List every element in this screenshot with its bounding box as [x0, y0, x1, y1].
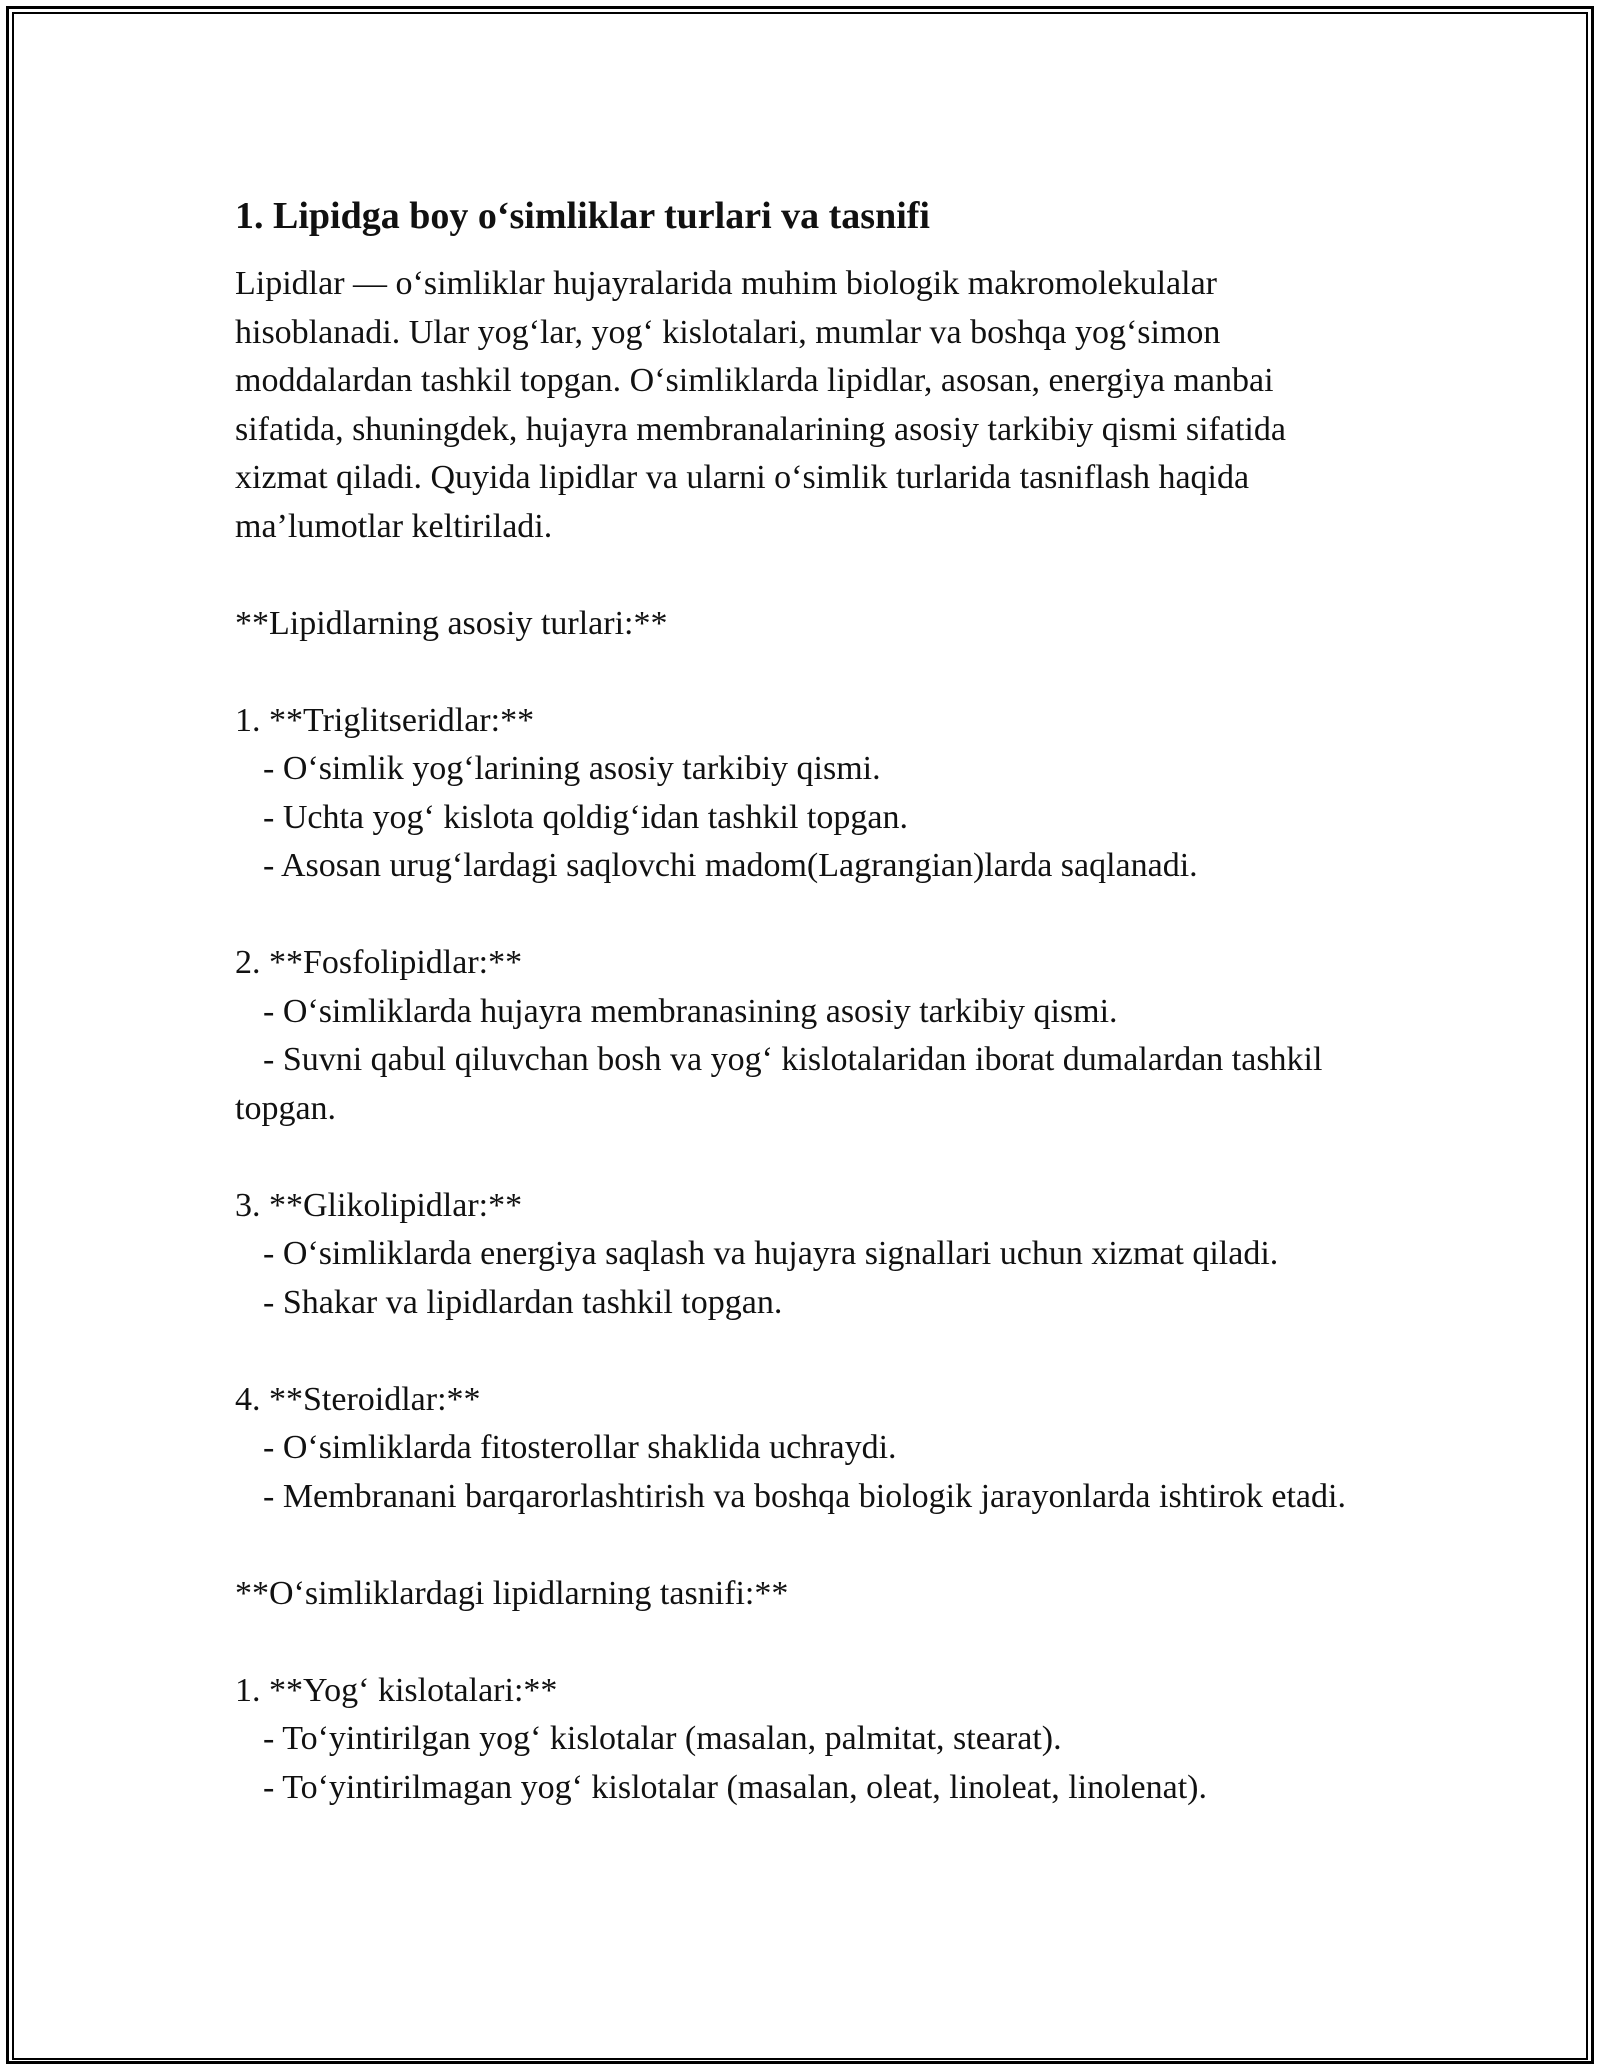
list-point: - Membranani barqarorlashtirish va boshqa biologik jarayonlarda ishtirok etadi. [263, 1477, 1346, 1515]
list-point: - O‘simliklarda hujayra membranasining asosiy tarkibiy qismi. [263, 992, 1118, 1030]
list-item-label: 2. **Fosfolipidlar:** [235, 944, 523, 981]
spacer [235, 551, 1385, 600]
intro-paragraph: Lipidlar — o‘simliklar hujayralarida muhim biologik makromolekulalar hisoblanadi. Ular yog‘lar, yog‘ kislotalari, mumlar va boshqa yog‘simon moddalardan tashkil topgan. O‘simliklarda lipidlar, asosan, energiya manbai sifatida, shuningdek, hujayra membranalarining asosiy tarkibiy qismi sifatida xizmat qiladi. Quyida lipidlar va ularni o‘simlik turlarida tasniflash haqida ma’lumotlar keltiriladi. [235, 265, 1295, 545]
list-point: - Asosan urug‘lardagi saqlovchi madom(Lagrangian)larda saqlanadi. [263, 847, 1198, 884]
spacer [235, 1618, 1385, 1667]
spacer [235, 1133, 1385, 1182]
list-point: - Uchta yog‘ kislota qoldig‘idan tashkil topgan. [263, 798, 908, 836]
section-heading-classification: **O‘simliklardagi lipidlarning tasnifi:** [235, 1574, 789, 1612]
section-heading-types: **Lipidlarning asosiy turlari:** [235, 604, 668, 642]
list-item-label: 4. **Steroidlar:** [235, 1380, 481, 1418]
spacer [235, 648, 1385, 697]
spacer [235, 891, 1385, 940]
list-point: - O‘simliklarda energiya saqlash va hujayra signallari uchun xizmat qiladi. [263, 1235, 1279, 1272]
list-point: - Suvni qabul qiluvchan bosh va yog‘ kislotalaridan iborat dumalardan tashkil topgan. [235, 1041, 1331, 1127]
list-point: - To‘yintirilgan yog‘ kislotalar (masalan, palmitat, stearat). [263, 1720, 1062, 1757]
spacer [235, 1521, 1385, 1570]
list-point: - O‘simlik yog‘larining asosiy tarkibiy qismi. [263, 750, 881, 787]
spacer [235, 1327, 1385, 1376]
list-point: - Shakar va lipidlardan tashkil topgan. [263, 1283, 783, 1321]
document-body [235, 190, 1385, 1812]
document-title: 1. Lipidga boy o‘simliklar turlari va tasnifi [235, 195, 930, 237]
list-item-label: 1. **Yog‘ kislotalari:** [235, 1671, 558, 1709]
list-item-label: 3. **Glikolipidlar:** [235, 1186, 523, 1224]
list-point: - O‘simliklarda fitosterollar shaklida uchraydi. [263, 1429, 897, 1466]
list-item-label: 1. **Triglitseridlar:** [235, 701, 535, 739]
list-point: - To‘yintirilmagan yog‘ kislotalar (masalan, oleat, linoleat, linolenat). [263, 1768, 1207, 1806]
